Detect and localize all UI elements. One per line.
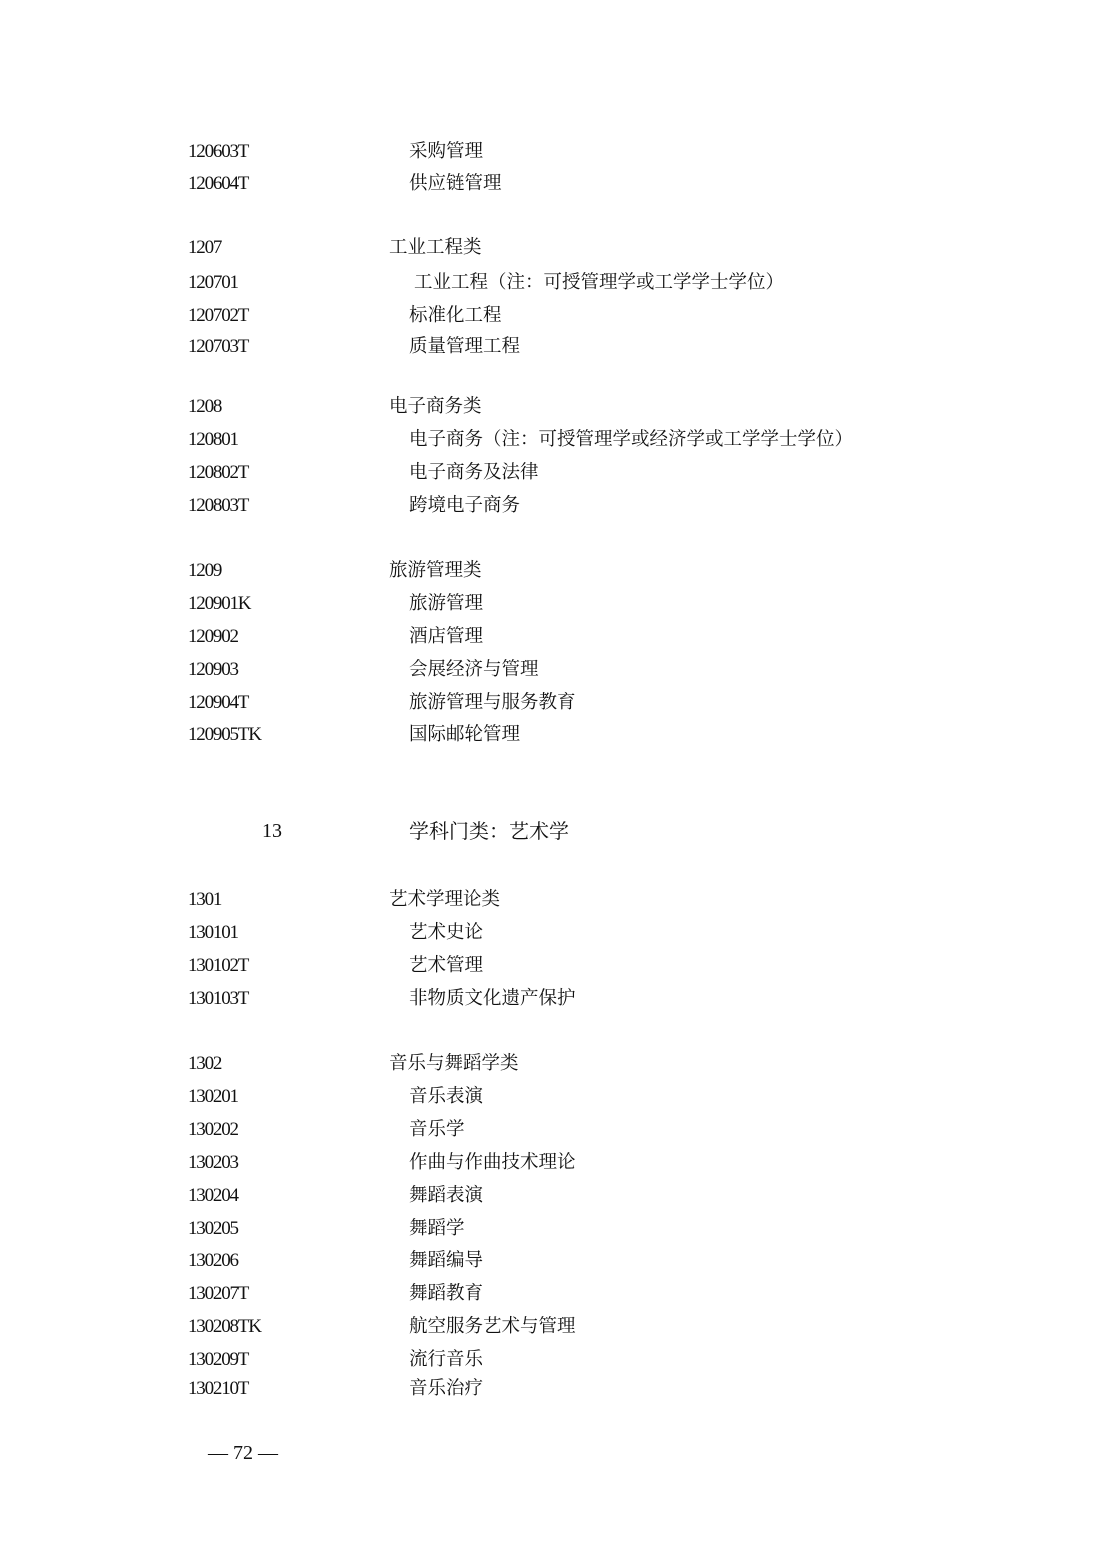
row-code: 130203 [188, 1152, 238, 1173]
row-name: 采购管理 [409, 141, 484, 162]
row-name: 工业工程类 [389, 237, 482, 258]
row-name: 航空服务艺术与管理 [409, 1316, 576, 1337]
major-row [0, 951, 1102, 981]
major-row [0, 301, 1102, 331]
major-row [0, 1279, 1102, 1309]
row-name: 电子商务及法律 [409, 462, 539, 483]
row-name: 流行音乐 [409, 1349, 484, 1370]
row-code: 130209T [188, 1349, 249, 1370]
row-code: 120701 [188, 272, 238, 293]
row-name: 国际邮轮管理 [409, 724, 521, 745]
row-code: 1209 [188, 560, 222, 581]
row-name: 标准化工程 [409, 305, 502, 326]
major-row [0, 1345, 1102, 1375]
row-code: 130102T [188, 955, 249, 976]
row-code: 130210T [188, 1378, 249, 1399]
row-code: 130205 [188, 1218, 238, 1239]
category-row [0, 233, 1102, 263]
row-code: 120904T [188, 692, 249, 713]
major-row [0, 1312, 1102, 1342]
major-row [0, 169, 1102, 199]
category-row [0, 1049, 1102, 1079]
row-code: 1302 [188, 1053, 222, 1074]
row-code: 1208 [188, 396, 222, 417]
row-code: 130103T [188, 988, 249, 1009]
row-name: 音乐治疗 [409, 1378, 484, 1399]
major-row [0, 332, 1102, 362]
major-row [0, 589, 1102, 619]
row-code: 120903 [188, 659, 238, 680]
major-row [0, 1148, 1102, 1178]
row-name: 音乐与舞蹈学类 [389, 1053, 519, 1074]
row-code: 130202 [188, 1119, 238, 1140]
major-row [0, 1181, 1102, 1211]
major-row [0, 1082, 1102, 1112]
row-name: 音乐学 [409, 1119, 465, 1140]
category-row [0, 556, 1102, 586]
major-row [0, 1214, 1102, 1244]
row-name: 艺术管理 [409, 955, 484, 976]
major-row [0, 425, 1102, 455]
row-code: 120801 [188, 429, 238, 450]
row-name: 非物质文化遗产保护 [409, 988, 576, 1009]
major-row [0, 137, 1102, 167]
row-code: 120803T [188, 495, 249, 516]
major-row [0, 1374, 1102, 1404]
row-code: 130206 [188, 1250, 238, 1271]
row-code: 120901K [188, 593, 251, 614]
row-code: 130101 [188, 922, 238, 943]
major-row [0, 720, 1102, 750]
row-name: 舞蹈表演 [409, 1185, 484, 1206]
row-name: 学科门类：艺术学 [409, 819, 569, 843]
row-name: 艺术史论 [409, 922, 484, 943]
row-code: 120604T [188, 173, 249, 194]
row-code: 1207 [188, 237, 222, 258]
discipline-heading [0, 816, 1102, 846]
row-code: 13 [262, 820, 282, 842]
row-name: 供应链管理 [409, 173, 502, 194]
row-name: 旅游管理 [409, 593, 484, 614]
major-row [0, 918, 1102, 948]
row-name: 旅游管理与服务教育 [409, 692, 576, 713]
major-row [0, 268, 1102, 298]
row-name: 舞蹈编导 [409, 1250, 484, 1271]
row-name: 旅游管理类 [389, 560, 482, 581]
row-name: 作曲与作曲技术理论 [409, 1152, 576, 1173]
row-code: 120702T [188, 305, 249, 326]
row-name: 艺术学理论类 [389, 889, 501, 910]
row-code: 130207T [188, 1283, 249, 1304]
row-code: 1301 [188, 889, 222, 910]
row-name: 电子商务（注：可授管理学或经济学或工学学士学位） [409, 429, 854, 450]
category-row [0, 392, 1102, 422]
row-code: 120802T [188, 462, 249, 483]
row-name: 跨境电子商务 [409, 495, 521, 516]
major-row [0, 622, 1102, 652]
row-code: 130204 [188, 1185, 238, 1206]
row-name: 酒店管理 [409, 626, 484, 647]
row-name: 电子商务类 [389, 396, 482, 417]
category-row [0, 885, 1102, 915]
row-code: 130208TK [188, 1316, 261, 1337]
row-name: 舞蹈教育 [409, 1283, 484, 1304]
row-name: 音乐表演 [409, 1086, 484, 1107]
row-code: 120905TK [188, 724, 261, 745]
major-row [0, 655, 1102, 685]
row-name: 舞蹈学 [409, 1218, 465, 1239]
row-code: 130201 [188, 1086, 238, 1107]
row-name: 质量管理工程 [409, 336, 521, 357]
row-name: 工业工程（注：可授管理学或工学学士学位） [414, 272, 785, 293]
major-row [0, 1115, 1102, 1145]
major-row [0, 458, 1102, 488]
major-row [0, 688, 1102, 718]
major-row [0, 984, 1102, 1014]
row-code: 120603T [188, 141, 249, 162]
row-name: 会展经济与管理 [409, 659, 539, 680]
page-number: — 72 — [208, 1442, 278, 1464]
major-row [0, 491, 1102, 521]
row-code: 120902 [188, 626, 238, 647]
major-row [0, 1246, 1102, 1276]
row-code: 120703T [188, 336, 249, 357]
